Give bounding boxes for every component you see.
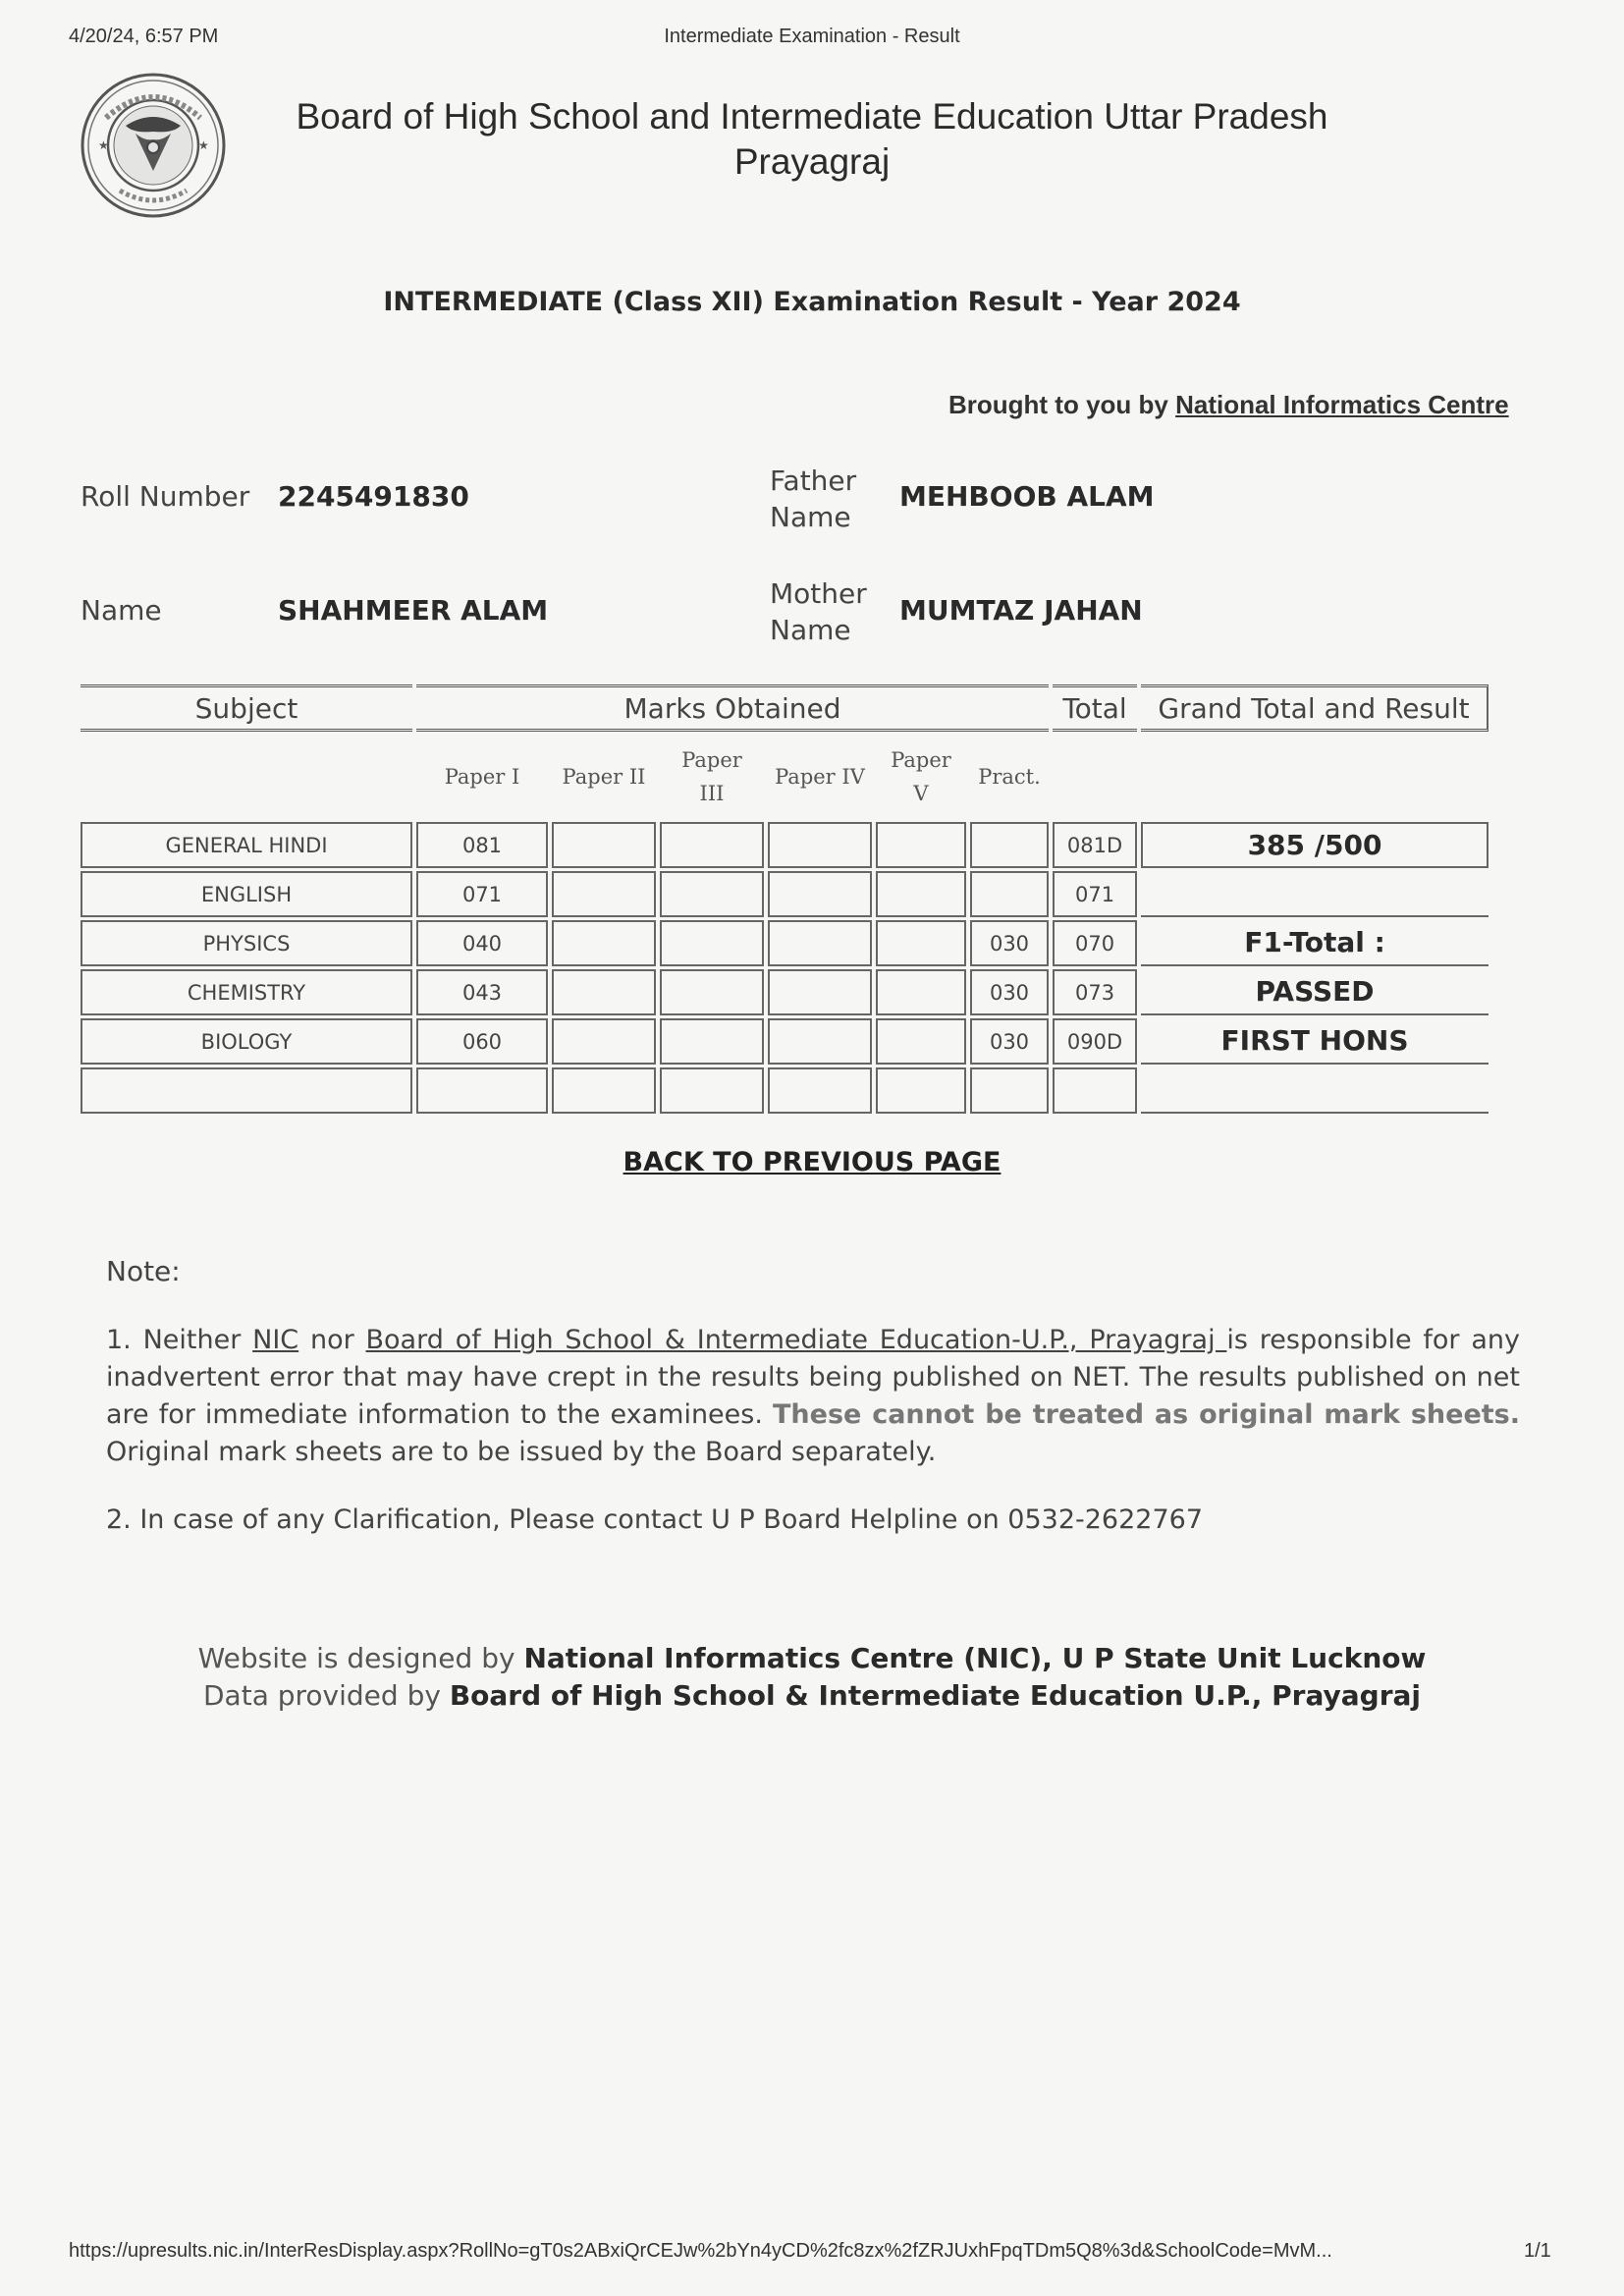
cell-p2 — [552, 969, 656, 1015]
header-marks-obtained: Marks Obtained — [416, 684, 1049, 732]
subheader-paper-5-b: V — [913, 782, 929, 805]
father-label-line-1: Father — [770, 465, 857, 497]
footer-data-provided-by — [0, 1679, 1624, 1712]
header-grand-total: Grand Total and Result — [1141, 684, 1489, 732]
cell-pract: 030 — [970, 969, 1049, 1015]
board-title-line-2: Prayagraj — [733, 141, 891, 182]
cell-pract: 030 — [970, 920, 1049, 966]
svg-text:★: ★ — [198, 138, 209, 152]
exam-title: INTERMEDIATE (Class XII) Examination Result - Year 2024 — [383, 287, 1241, 317]
empty-cell — [876, 1067, 966, 1114]
note-paragraph-1 — [106, 1322, 1520, 1471]
cell-p2 — [552, 871, 656, 917]
cell-p5 — [876, 1018, 966, 1065]
subheader-paper-3-b: III — [699, 782, 725, 805]
cell-total: 070 — [1053, 920, 1137, 966]
note-nic-link[interactable]: NIC — [252, 1325, 299, 1355]
empty-cell — [768, 1067, 872, 1114]
cell-total: 073 — [1053, 969, 1137, 1015]
name-value: SHAHMEER ALAM — [278, 594, 549, 627]
table-row — [81, 822, 1489, 868]
cell-total: 090D — [1053, 1018, 1137, 1065]
nic-link[interactable]: National Informatics Centre — [1175, 390, 1509, 419]
cell-p4 — [768, 871, 872, 917]
footer-designed-by — [0, 1642, 1624, 1674]
table-header-row — [81, 684, 1489, 732]
note-1-text-c: is responsible for any inadvertent error that may have crept in the results being published on NET. The results published on net are for immediate information to the examinees. — [106, 1325, 1520, 1430]
father-label-line-2: Name — [770, 501, 851, 533]
cell-p3 — [660, 969, 764, 1015]
footer-2-org: Board of High School & Intermediate Education U.P., Prayagraj — [449, 1679, 1421, 1712]
cell-total: 081D — [1053, 822, 1137, 868]
subheader-paper-3 — [660, 735, 764, 819]
note-paragraph-2: 2. In case of any Clarification, Please contact U P Board Helpline on 0532-2622767 — [106, 1504, 1204, 1535]
cell-p2 — [552, 1018, 656, 1065]
cell-result: FIRST HONS — [1141, 1018, 1489, 1065]
footer-1-org: National Informatics Centre (NIC), U P State Unit Lucknow — [523, 1642, 1427, 1674]
header-subject: Subject — [81, 684, 412, 732]
cell-p5 — [876, 822, 966, 868]
subheader-practical: Pract. — [978, 765, 1041, 789]
cell-p1: 060 — [416, 1018, 548, 1065]
mother-name-label — [770, 575, 867, 648]
cell-total: 071 — [1053, 871, 1137, 917]
svg-text:★: ★ — [98, 138, 109, 152]
roll-number-label: Roll Number — [81, 480, 250, 513]
subheader-paper-4: Paper IV — [775, 765, 865, 789]
header-total: Total — [1053, 684, 1137, 732]
table-row — [81, 920, 1489, 966]
cell-result: 385 /500 — [1141, 822, 1489, 868]
table-row — [81, 969, 1489, 1015]
name-label: Name — [81, 594, 162, 627]
cell-p4 — [768, 1018, 872, 1065]
empty-cell — [970, 1067, 1049, 1114]
roll-number-value: 2245491830 — [278, 480, 469, 513]
table-row — [81, 1018, 1489, 1065]
cell-result: PASSED — [1141, 969, 1489, 1015]
brought-by — [948, 390, 1509, 420]
cell-p1: 081 — [416, 822, 548, 868]
table-subheader-row — [81, 735, 1489, 819]
empty-cell — [81, 1067, 412, 1114]
empty-cell — [552, 1067, 656, 1114]
note-1-text-a: 1. Neither — [106, 1325, 253, 1355]
cell-pract — [970, 871, 1049, 917]
cell-p5 — [876, 871, 966, 917]
board-title — [0, 94, 1624, 185]
cell-pract — [970, 822, 1049, 868]
cell-subject: BIOLOGY — [81, 1018, 412, 1065]
empty-cell — [416, 1067, 548, 1114]
subheader-paper-1: Paper I — [444, 765, 520, 789]
subheader-paper-5-a: Paper — [891, 748, 951, 772]
cell-pract: 030 — [970, 1018, 1049, 1065]
cell-subject: ENGLISH — [81, 871, 412, 917]
mother-name-value: MUMTAZ JAHAN — [899, 594, 1143, 627]
cell-p1: 043 — [416, 969, 548, 1015]
mother-label-line-1: Mother — [770, 577, 867, 610]
father-name-label — [770, 463, 856, 535]
mother-label-line-2: Name — [770, 614, 851, 646]
cell-result: F1-Total : — [1141, 920, 1489, 966]
print-page-number: 1/1 — [1524, 2240, 1551, 2262]
footer-1-prefix: Website is designed by — [197, 1642, 524, 1674]
cell-subject: PHYSICS — [81, 920, 412, 966]
note-1-warning: These cannot be treated as original mark sheets. — [773, 1399, 1520, 1430]
cell-p1: 040 — [416, 920, 548, 966]
footer-2-prefix: Data provided by — [203, 1679, 450, 1712]
cell-subject: GENERAL HINDI — [81, 822, 412, 868]
brought-by-prefix: Brought to you by — [948, 390, 1176, 419]
cell-p4 — [768, 822, 872, 868]
table-row — [81, 871, 1489, 917]
cell-p5 — [876, 920, 966, 966]
cell-p4 — [768, 920, 872, 966]
print-date: 4/20/24, 6:57 PM — [69, 26, 219, 47]
note-1-text-b: nor — [298, 1325, 366, 1355]
note-board-link[interactable]: Board of High School & Intermediate Education-U.P., Prayagraj — [365, 1325, 1227, 1355]
table-row-empty — [81, 1067, 1489, 1114]
cell-p3 — [660, 920, 764, 966]
empty-cell — [660, 1067, 764, 1114]
back-to-previous-page-link[interactable]: BACK TO PREVIOUS PAGE — [623, 1147, 1001, 1177]
result-rows — [81, 822, 1489, 1114]
cell-p3 — [660, 822, 764, 868]
print-url: https://upresults.nic.in/InterResDisplay.aspx?RollNo=gT0s2ABxiQrCEJw%2bYn4yCD%2fc8zx%2fZRJUxhFpqTDm5Q8%3d&SchoolCode=MvM... — [69, 2240, 1332, 2262]
cell-p3 — [660, 871, 764, 917]
board-title-line-1: Board of High School and Intermediate Education Uttar Pradesh — [296, 96, 1328, 137]
cell-subject: CHEMISTRY — [81, 969, 412, 1015]
print-page-title: Intermediate Examination - Result — [664, 26, 960, 47]
cell-p1: 071 — [416, 871, 548, 917]
cell-p5 — [876, 969, 966, 1015]
empty-cell — [1053, 1067, 1137, 1114]
subheader-paper-2: Paper II — [562, 765, 646, 789]
empty-cell — [1141, 1067, 1489, 1114]
note-title: Note: — [106, 1255, 181, 1287]
cell-p2 — [552, 822, 656, 868]
subheader-paper-5 — [876, 735, 966, 819]
cell-p3 — [660, 1018, 764, 1065]
cell-result — [1141, 871, 1489, 917]
father-name-value: MEHBOOB ALAM — [899, 480, 1155, 513]
subheader-paper-3-a: Paper — [681, 748, 742, 772]
cell-p4 — [768, 969, 872, 1015]
result-table — [77, 682, 1492, 1117]
cell-p2 — [552, 920, 656, 966]
note-1-text-d: Original mark sheets are to be issued by the Board separately. — [106, 1437, 937, 1467]
